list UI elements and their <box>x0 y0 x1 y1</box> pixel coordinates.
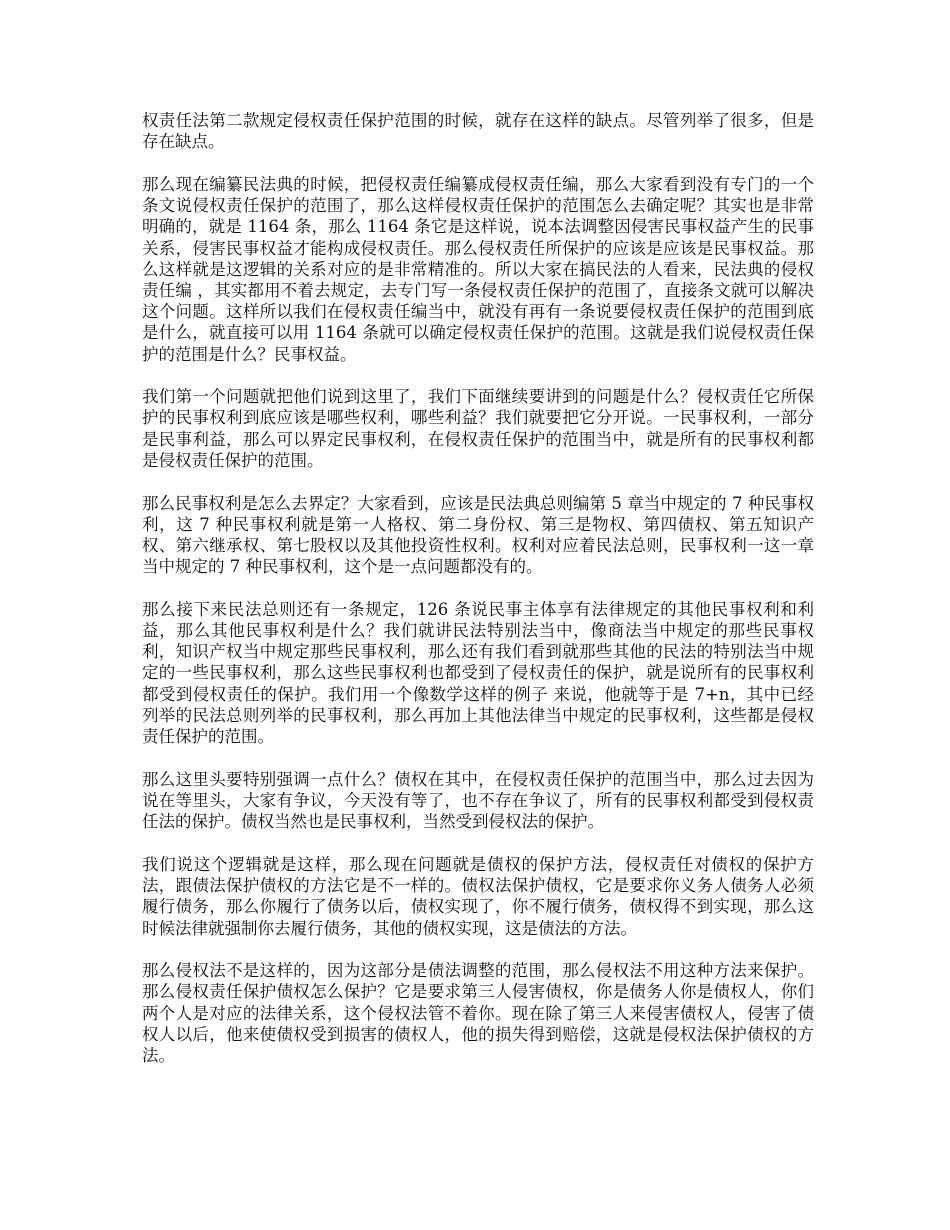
paragraph-3: 我们第一个问题就把他们说到这里了，我们下面继续要讲到的问题是什么？侵权责任它所保护的民事权利到底应该是哪些权利，哪些利益？我们就要把它分开说。一民事权利，一部分是民事利益，那么可以界定民事权利，在侵权责任保护的范围当中，就是所有的民事权利都是侵权责任保护的范围。 <box>142 387 814 470</box>
paragraph-2: 那么现在编纂民法典的时候，把侵权责任编纂成侵权责任编，那么大家看到没有专门的一个条文说侵权责任保护的范围了，那么这样侵权责任保护的范围怎么去确定呢？其实也是非常明确的，就是 1164 条，那么 1164 条它是这样说，说本法调整因侵害民事权益产生的民事关系，侵害民事权益才能构成侵权责任。那么侵权责任所保护的应该是应该是民事权益。那么这样就是这逻辑的关系对应的是非常精准的。所以大家在搞民法的人看来，民法典的侵权责任编 ，其实都用不着去规定，去专门写一条侵权责任保护的范围了，直接条文就可以解决这个问题。这样所以我们在侵权责任编当中，就没有再有一条说要侵权责任保护的范围到底是什么，就直接可以用 1164 条就可以确定侵权责任保护的范围。这就是我们说侵权责任保护的范围是什么？民事权益。 <box>142 174 814 364</box>
paragraph-4: 那么民事权利是怎么去界定？大家看到，应该是民法典总则编第 5 章当中规定的 7 种民事权利，这 7 种民事权利就是第一人格权、第二身份权、第三是物权、第四债权、第五知识产权、第六继承权、第七股权以及其他投资性权利。权利对应着民法总则，民事权利一这一章当中规定的 7 种民事权利，这个是一点问题都没有的。 <box>142 493 814 577</box>
paragraph-8: 那么侵权法不是这样的，因为这部分是债法调整的范围，那么侵权法不用这种方法来保护。那么侵权责任保护债权怎么保护？它是要求第三人侵害债权，你是债务人你是债权人，你们两个人是对应的法律关系，这个侵权法管不着你。现在除了第三人来侵害债权人，侵害了债权人以后，他来使债权受到损害的债权人，他的损失得到赔偿，这就是侵权法保护债权的方法。 <box>142 961 814 1066</box>
paragraph-1: 权责任法第二款规定侵权责任保护范围的时候，就存在这样的缺点。尽管列举了很多，但是存在缺点。 <box>142 111 814 152</box>
document-page <box>142 110 814 1088</box>
paragraph-7: 我们说这个逻辑就是这样，那么现在问题就是债权的保护方法，侵权责任对债权的保护方法，跟债法保护债权的方法它是不一样的。债权法保护债权，它是要求你义务人债务人必须履行债务，那么你履行了债务以后，债权实现了，你不履行债务，债权得不到实现，那么这时候法律就强制你去履行债务，其他的债权实现，这是债法的方法。 <box>142 854 814 938</box>
paragraph-6: 那么这里头要特别强调一点什么？债权在其中，在侵权责任保护的范围当中，那么过去因为说在等里头，大家有争议，今天没有等了，也不存在争议了，所有的民事权利都受到侵权责任法的保护。债权当然也是民事权利，当然受到侵权法的保护。 <box>142 769 814 832</box>
paragraph-5: 那么接下来民法总则还有一条规定，126 条说民事主体享有法律规定的其他民事权利和利益，那么其他民事权利是什么？我们就讲民法特别法当中，像商法当中规定的那些民事权利，知识产权当中规定那些民事权利，那么还有我们看到就那些其他的民法的特别法当中规定的一些民事权利，那么这些民事权利也都受到了侵权责任的保护，就是说所有的民事权利都受到侵权责任的保护。我们用一个像数学这样的例子 来说，他就等于是 7+n，其中已经列举的民法总则列举的民事权利，那么再加上其他法律当中规定的民事权利，这些都是侵权责任保护的范围。 <box>142 599 814 747</box>
